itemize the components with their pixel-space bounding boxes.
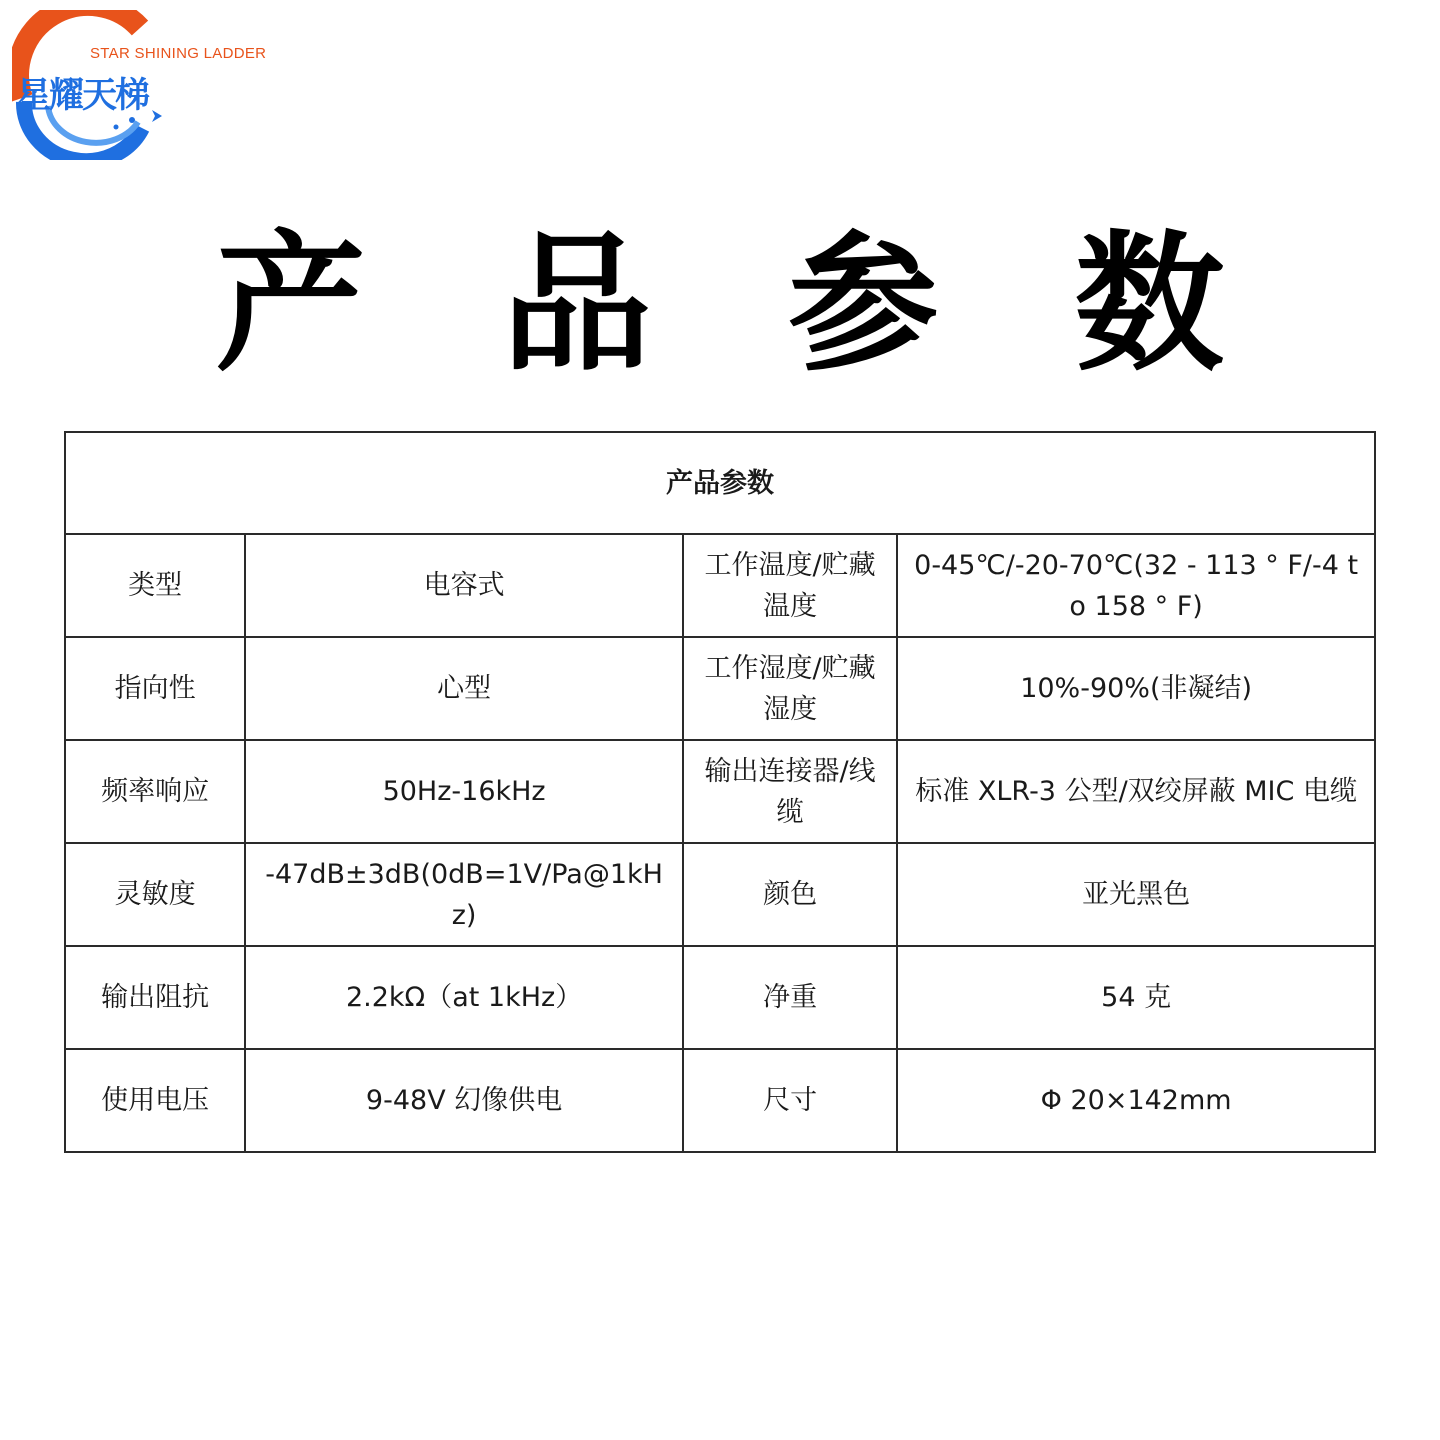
param-value: 2.2kΩ（at 1kHz） (245, 946, 683, 1049)
table-row (65, 946, 1375, 1049)
param-label: 尺寸 (683, 1049, 897, 1152)
param-value: 电容式 (245, 534, 683, 637)
param-value: 54 克 (897, 946, 1375, 1049)
param-value: 10%-90%(非凝结) (897, 637, 1375, 740)
param-value: 心型 (245, 637, 683, 740)
param-value: 0-45℃/-20-70℃(32 - 113 ° F/-4 to 158 ° F) (897, 534, 1375, 637)
param-label: 类型 (65, 534, 245, 637)
param-value: 标准 XLR-3 公型/双绞屏蔽 MIC 电缆 (897, 740, 1375, 843)
logo-chinese-text: 星耀天梯 (16, 76, 149, 116)
param-value: Φ 20×142mm (897, 1049, 1375, 1152)
table-header-row (65, 432, 1375, 534)
product-params-table (64, 431, 1376, 1153)
param-label: 频率响应 (65, 740, 245, 843)
table-row (65, 843, 1375, 946)
param-value: 9-48V 幻像供电 (245, 1049, 683, 1152)
table-header: 产品参数 (65, 432, 1375, 534)
param-label: 工作湿度/贮藏湿度 (683, 637, 897, 740)
table-row (65, 1049, 1375, 1152)
param-label: 指向性 (65, 637, 245, 740)
param-value: 亚光黑色 (897, 843, 1375, 946)
param-value: -47dB±3dB(0dB=1V/Pa@1kHz) (245, 843, 683, 946)
table-row (65, 534, 1375, 637)
table-row (65, 740, 1375, 843)
param-label: 输出阻抗 (65, 946, 245, 1049)
param-label: 颜色 (683, 843, 897, 946)
param-label: 净重 (683, 946, 897, 1049)
param-value: 50Hz-16kHz (245, 740, 683, 843)
param-label: 输出连接器/线缆 (683, 740, 897, 843)
param-label: 使用电压 (65, 1049, 245, 1152)
table-row (65, 637, 1375, 740)
page-title: 产 品 参 数 (215, 218, 1267, 392)
logo-english-text: STAR SHINING LADDER (90, 45, 267, 62)
param-label: 工作温度/贮藏温度 (683, 534, 897, 637)
brand-logo (12, 10, 272, 160)
param-label: 灵敏度 (65, 843, 245, 946)
